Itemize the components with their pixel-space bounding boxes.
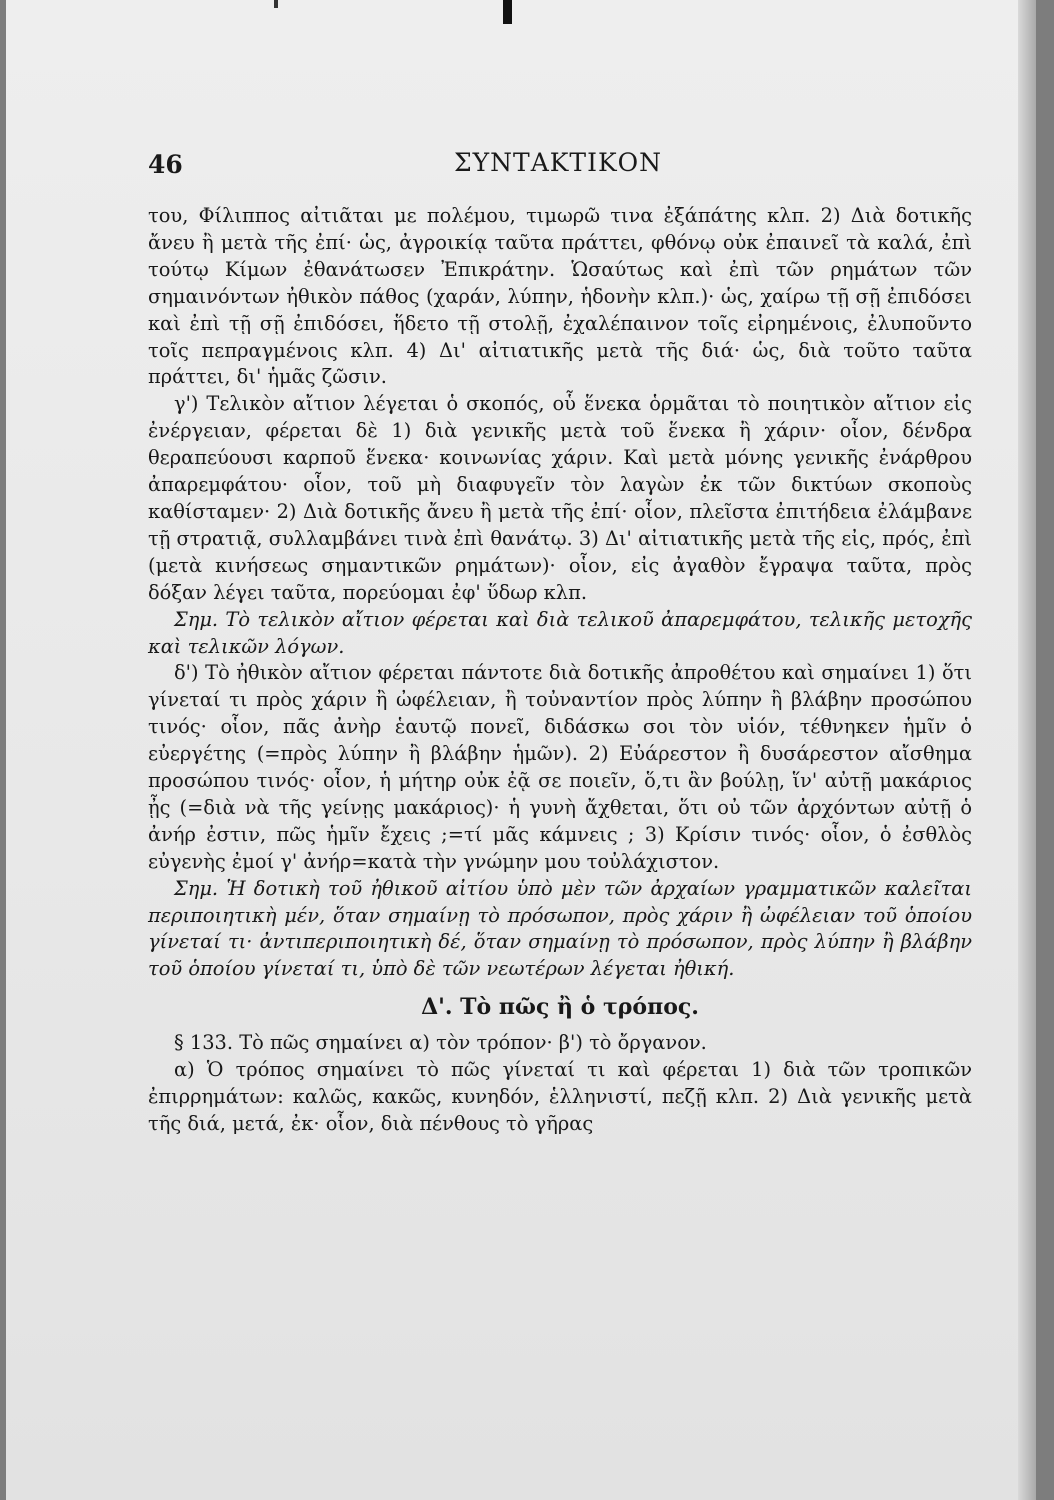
paragraph-manner: α) Ὁ τρόπος σημαίνει τὸ πῶς γίνεταί τι καὶ φέρεται 1) διὰ τῶν τροπικῶν ἐπιρρημάτων: καλῶς, κακῶς, κυνηδόν, ἑλληνιστί, πεζῇ κλπ. 2) Διὰ γενικῆς μετὰ τῆς διά, μετά, ἐκ· οἷον, διὰ πένθους τὸ γῆρας [148, 1058, 972, 1135]
binding-mark [503, 0, 512, 24]
paragraph-final-cause: γ') Τελικὸν αἴτιον λέγεται ὁ σκοπός, οὗ ἕνεκα ὁρμᾶται τὸ ποιητικὸν αἴτιον εἰς ἐνέργειαν, φέρεται δὲ 1) διὰ γενικῆς μετὰ τοῦ ἕνεκα ἢ χάριν· οἷον, δένδρα θεραπεύουσι καρποῦ ἕνεκα· κοινωνίας χάριν. Καὶ μετὰ μόνης γενικῆς ἐνάρθρου ἀπαρεμφάτου· οἷον, τοῦ μὴ διαφυγεῖν τὸν λαγὼν ἐκ τῶν δικτύων σκοποὺς καθίσταμεν· 2) Διὰ δοτικῆς ἄνευ ἢ μετὰ τῆς ἐπί· οἷον, πλεῖστα ἐπιτήδεια ἐλάμβανε τῇ στρατιᾷ, συλλαμβάνει τινὰ ἐπὶ θανάτῳ. 3) Δι' αἰτιατικῆς μετὰ τῆς εἰς, πρός, ἐπὶ (μετὰ κινήσεως σημαντικῶν ρημάτων)· οἷον, εἰς ἀγαθὸν ἔγραψα ταῦτα, πρὸς δόξαν λέγει ταῦτα, πορεύομαι ἐφ' ὕδωρ κλπ. [148, 392, 972, 604]
page-number: 46 [148, 150, 183, 179]
section-heading: Δ'. Τὸ πῶς ἢ ὁ τρόπος. [421, 994, 699, 1021]
binding-mark-small [274, 0, 278, 8]
page-header [148, 148, 968, 188]
paragraph-causal-dative: του, Φίλιππος αἰτιᾶται με πολέμου, τιμωρῶ τινα ἐξάπάτης κλπ. 2) Διὰ δοτικῆς ἄνευ ἢ μετὰ τῆς ἐπί· ὡς, ἀγροικίᾳ ταῦτα πράττει, φθόνῳ οὐκ ἐπαινεῖ τὰ καλά, ἐπὶ τούτῳ Κίμων ἐθανάτωσεν Ἐπικράτην. Ὡσαύτως καὶ ἐπὶ τῶν ρημάτων τῶν σημαινόντων ἠθικὸν πάθος (χαράν, λύπην, ἡδονὴν κλπ.)· ὡς, χαίρω τῇ σῇ ἐπιδόσει καὶ ἐπὶ τῇ σῇ ἐπιδόσει, ἥδετο τῇ στολῇ, ἐχαλέπαινον τοῖς εἰρημένοις, ἐλυποῦντο τοῖς πεπραγμένοις κλπ. 4) Δι' αἰτιατικῆς μετὰ τῆς διά· ὡς, διὰ τοῦτο ταῦτα πράττει, δι' ἡμᾶς ζῶσιν. [148, 204, 972, 389]
body-text [148, 203, 972, 1138]
note-final-cause: Σημ. Τὸ τελικὸν αἴτιον φέρεται καὶ διὰ τελικοῦ ἀπαρεμφάτου, τελικῆς μετοχῆς καὶ τελικῶν λόγων. [148, 607, 972, 658]
page-edge-shadow [1018, 0, 1036, 1500]
note-ethical-dative: Σημ. Ἡ δοτικὴ τοῦ ἠθικοῦ αἰτίου ὑπὸ μὲν τῶν ἀρχαίων γραμματικῶν καλεῖται περιποιητικὴ μέν, ὅταν σημαίνῃ τὸ πρόσωπον, πρὸς χάριν ἢ ὠφέλειαν τοῦ ὁποίου γίνεταί τι· ἀντιπεριποιητικὴ δέ, ὅταν σημαίνῃ τὸ πρόσωπον, πρὸς λύπην ἢ βλάβην τοῦ ὁποίου γίνεταί τι, ὑπὸ δὲ τῶν νεωτέρων λέγεται ἠθική. [148, 876, 972, 981]
running-title: ΣΥΝΤΑΚΤΙΚΟΝ [453, 148, 663, 177]
paragraph-ethical-cause: δ') Τὸ ἠθικὸν αἴτιον φέρεται πάντοτε διὰ δοτικῆς ἀπροθέτου καὶ σημαίνει 1) ὅτι γίνεταί τι πρὸς χάριν ἢ ὠφέλειαν, ἢ τοὐναντίον πρὸς λύπην ἢ βλάβην προσώπου τινός· οἷον, πᾶς ἀνὴρ ἑαυτῷ πονεῖ, διδάσκω σοι τὸν υἱόν, τέθνηκεν ἡμῖν ὁ εὐεργέτης (=πρὸς λύπην ἢ βλάβην ἡμῶν). 2) Εὐάρεστον ἢ δυσάρεστον αἴσθημα προσώπου τινός· οἷον, ἡ μήτηρ οὐκ ἐᾷ σε ποιεῖν, ὅ,τι ἂν βούλῃ, ἵν' αὐτῇ μακάριος ᾖς (=διὰ νὰ τῆς γείνῃς μακάριος)· ἡ γυνὴ ἄχθεται, ὅτι οὐ τῶν ἀρχόντων αὐτῇ ὁ ἀνήρ ἐστιν, πῶς ἡμῖν ἔχεις ;=τί μᾶς κάμνεις ; 3) Κρίσιν τινός· οἷον, ὁ ἐσθλὸς εὐγενὴς ἐμοί γ' ἀνήρ=κατὰ τὴν γνώμην μου τοὐλάχιστον. [148, 661, 972, 873]
paragraph-section-133: § 133. Τὸ πῶς σημαίνει α) τὸν τρόπον· β') τὸ ὄργανον. [174, 1031, 707, 1055]
